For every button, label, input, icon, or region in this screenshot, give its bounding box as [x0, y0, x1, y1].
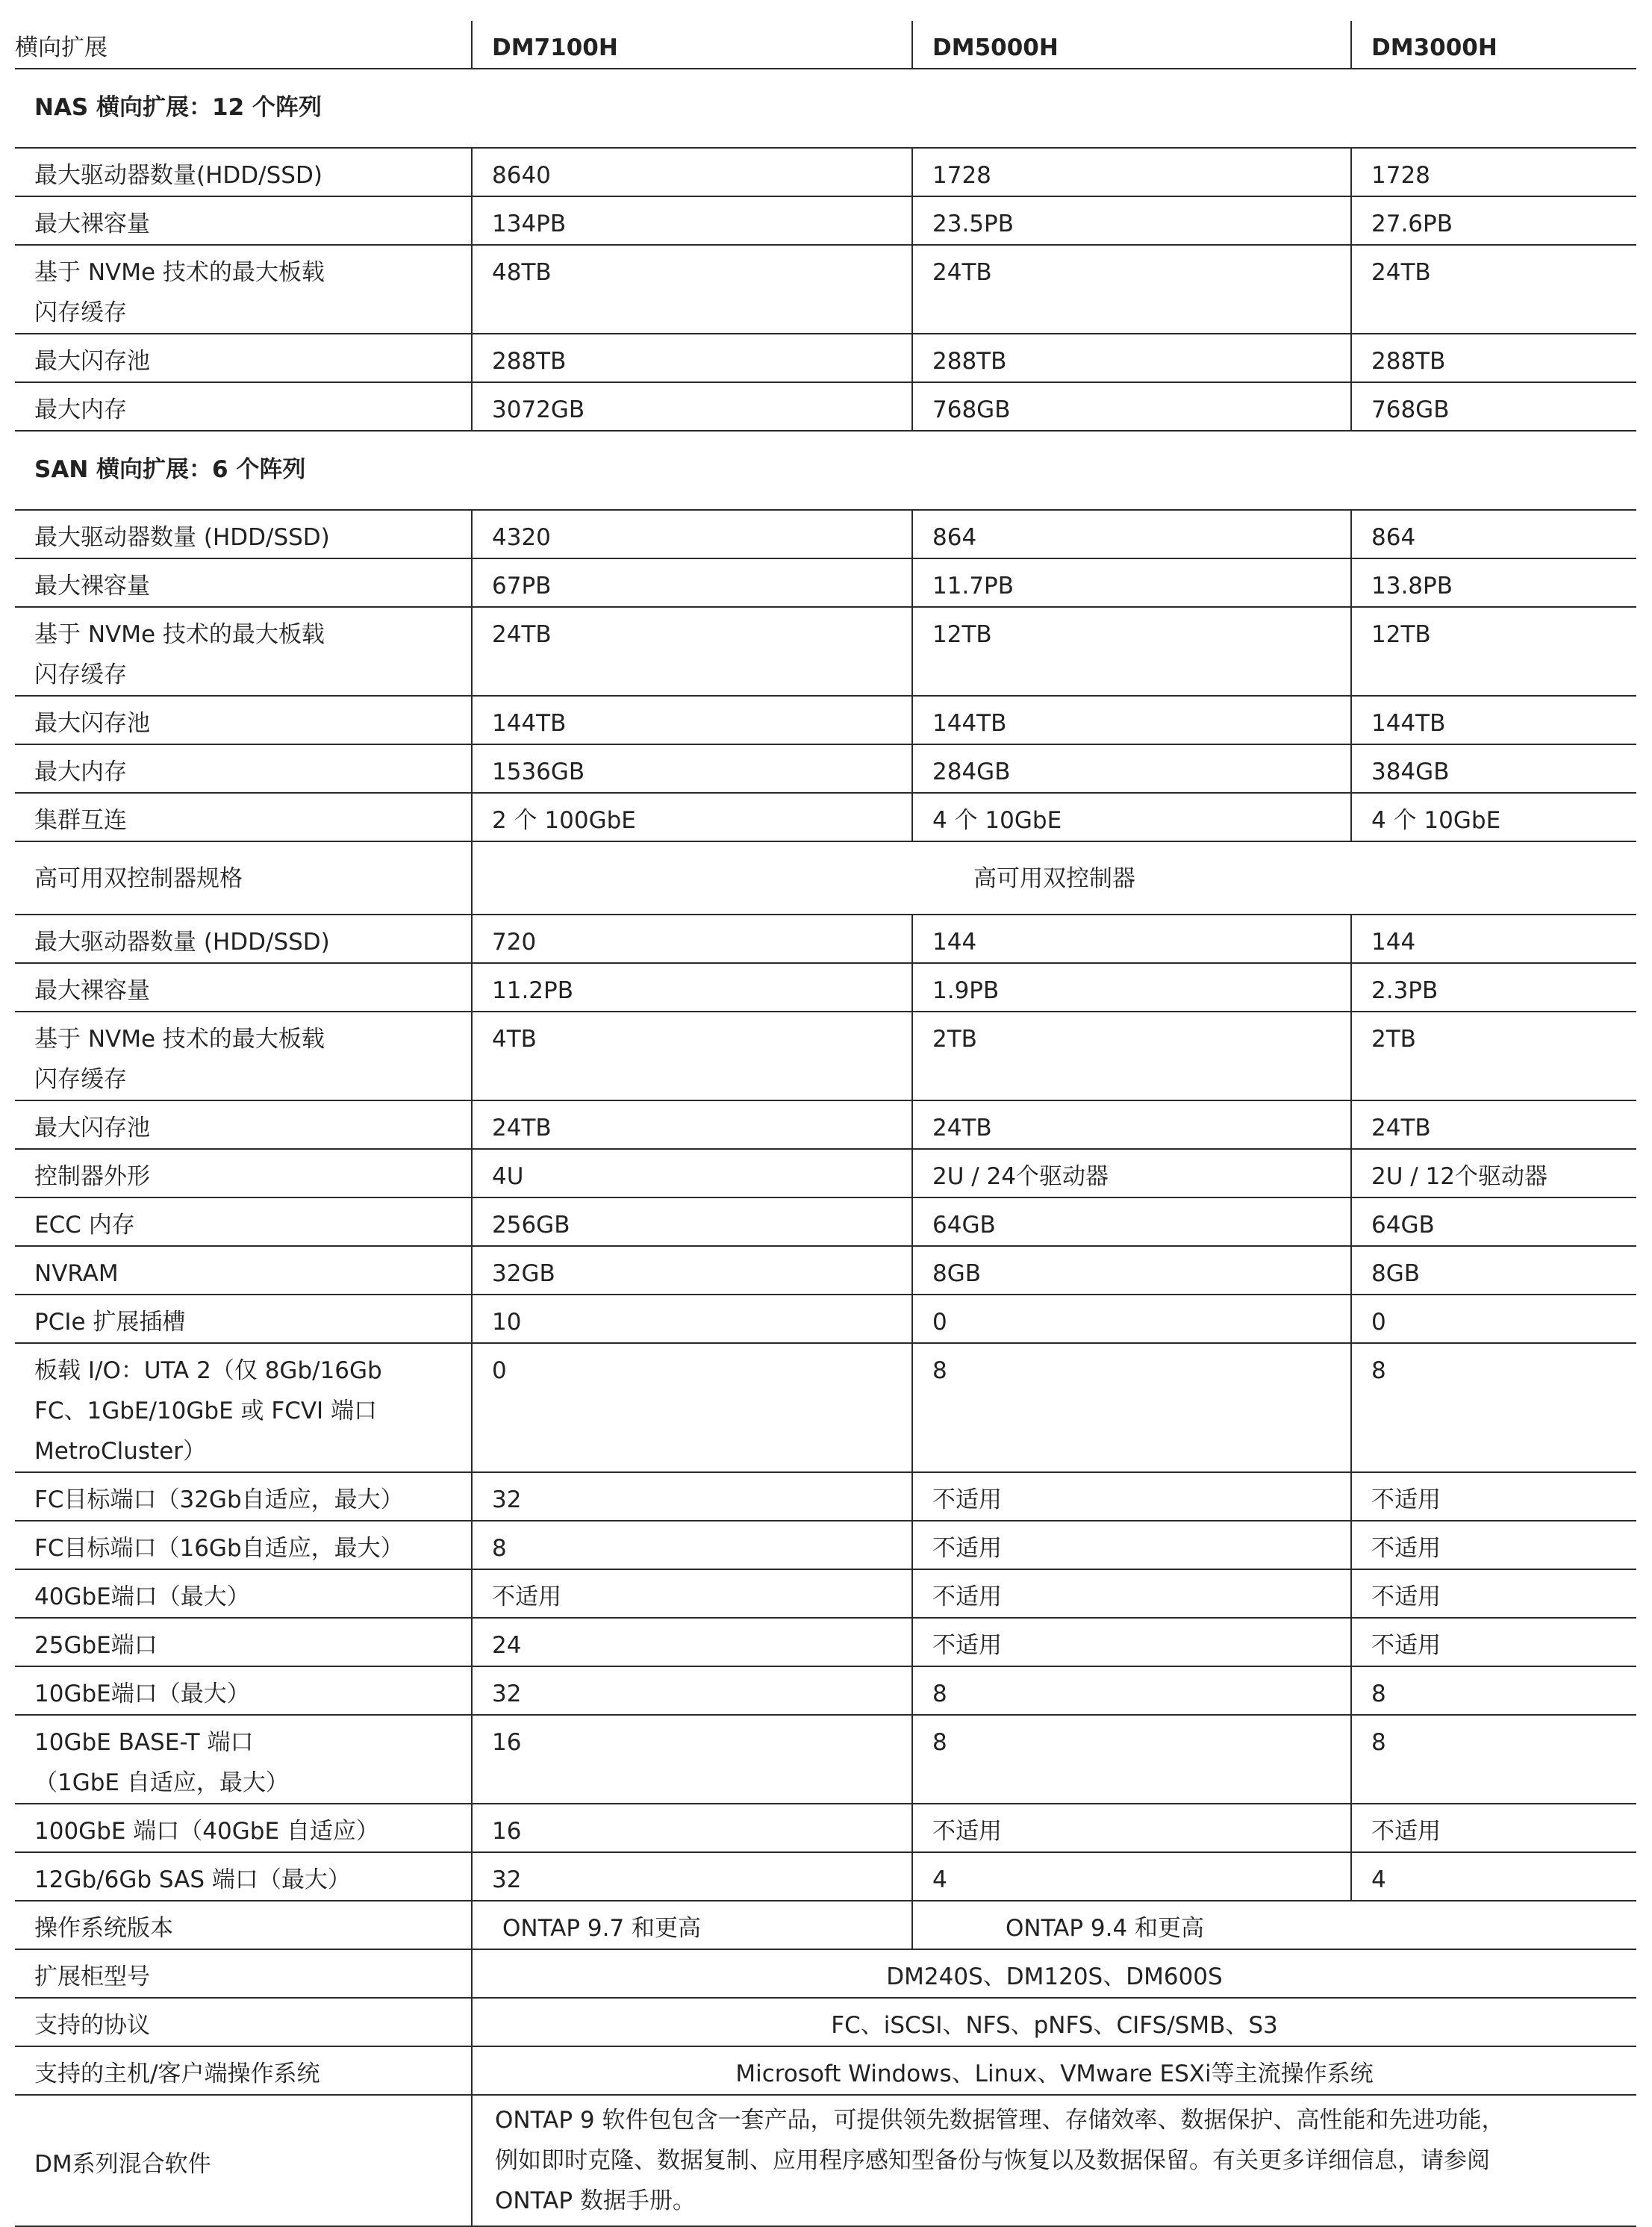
table-row: [15, 1521, 1636, 1569]
value-dm3000h: 8: [1351, 1343, 1636, 1472]
value-dm3000h: 不适用: [1351, 1804, 1636, 1852]
value-dm7100h: 67PB: [472, 558, 912, 607]
value-dm7100h: 32GB: [472, 1246, 912, 1295]
value-dm3000h: 64GB: [1351, 1197, 1636, 1246]
value-dm5000h: 不适用: [912, 1521, 1351, 1569]
spec-label: 支持的协议: [15, 1998, 472, 2046]
section-title: SAN 横向扩展：6 个阵列: [15, 431, 1636, 510]
value-dm5000h: 24TB: [912, 1100, 1351, 1149]
spec-label: 100GbE 端口（40GbE 自适应）: [15, 1804, 472, 1852]
value-dm7100h: 4TB: [472, 1012, 912, 1100]
spec-label: 集群互连: [15, 793, 472, 841]
value-dm3000h: 4 个 10GbE: [1351, 793, 1636, 841]
value-dm3000h: 8: [1351, 1715, 1636, 1804]
value-dm7100h: 1536GB: [472, 744, 912, 793]
value-dm5000h: 64GB: [912, 1197, 1351, 1246]
spec-label: FC目标端口（16Gb自适应，最大）: [15, 1521, 472, 1569]
table-row: [15, 1012, 1636, 1100]
value-dm5000h: 4: [912, 1852, 1351, 1901]
table-row: [15, 334, 1636, 382]
table-row: [15, 1569, 1636, 1618]
table-row: [15, 963, 1636, 1012]
value-dm7100h: 24: [472, 1618, 912, 1666]
spec-label: 10GbE BASE-T 端口 （1GbE 自适应，最大）: [15, 1715, 472, 1804]
value-dm7100h: 32: [472, 1472, 912, 1521]
table-row: [15, 744, 1636, 793]
value-dm3000h: 1728: [1351, 148, 1636, 196]
spec-label: NVRAM: [15, 1246, 472, 1295]
value-dm7100h: 11.2PB: [472, 963, 912, 1012]
value-dm3000h: 768GB: [1351, 382, 1636, 431]
value-dm5000h: 24TB: [912, 245, 1351, 334]
table-row: [15, 1852, 1636, 1901]
value-dm7100h: 144TB: [472, 696, 912, 744]
value-dm3000h: 24TB: [1351, 245, 1636, 334]
spec-label: 25GbE端口: [15, 1618, 472, 1666]
value-dm7100h: 4320: [472, 510, 912, 558]
table-row: [15, 1998, 1636, 2046]
value-dm5000h-dm3000h: ONTAP 9.4 和更高: [912, 1901, 1636, 1949]
spec-table: [15, 21, 1636, 2227]
spec-label: 最大裸容量: [15, 963, 472, 1012]
value-dm3000h: 2TB: [1351, 1012, 1636, 1100]
spec-label: 最大驱动器数量 (HDD/SSD): [15, 510, 472, 558]
value-dm5000h: 144TB: [912, 696, 1351, 744]
spec-label: PCIe 扩展插槽: [15, 1295, 472, 1343]
table-row: [15, 558, 1636, 607]
value-dm5000h: 284GB: [912, 744, 1351, 793]
value-dm7100h: 0: [472, 1343, 912, 1472]
value-dm5000h: 288TB: [912, 334, 1351, 382]
value-dm7100h: ONTAP 9.7 和更高: [472, 1901, 912, 1949]
section-value: 高可用双控制器: [472, 841, 1636, 915]
value-dm5000h: 8: [912, 1343, 1351, 1472]
value-dm5000h: 2TB: [912, 1012, 1351, 1100]
value-dm3000h: 13.8PB: [1351, 558, 1636, 607]
table-row: [15, 1246, 1636, 1295]
value-dm3000h: 不适用: [1351, 1521, 1636, 1569]
value-dm3000h: 24TB: [1351, 1100, 1636, 1149]
spec-label: 10GbE端口（最大）: [15, 1666, 472, 1715]
table-row: [15, 382, 1636, 431]
spec-label: FC目标端口（32Gb自适应，最大）: [15, 1472, 472, 1521]
value-dm7100h: 720: [472, 915, 912, 963]
value-dm3000h: 不适用: [1351, 1472, 1636, 1521]
spec-label: 操作系统版本: [15, 1901, 472, 1949]
spec-label: 40GbE端口（最大）: [15, 1569, 472, 1618]
value-dm3000h: 12TB: [1351, 607, 1636, 696]
spec-label: 最大内存: [15, 744, 472, 793]
table-row: [15, 2046, 1636, 2095]
spec-label: 12Gb/6Gb SAS 端口（最大）: [15, 1852, 472, 1901]
value-dm3000h: 384GB: [1351, 744, 1636, 793]
spec-label: 板载 I/O：UTA 2（仅 8Gb/16Gb FC、1GbE/10GbE 或 FCVI 端口 MetroCluster）: [15, 1343, 472, 1472]
value-dm7100h: 134PB: [472, 196, 912, 245]
value-dm3000h: 144TB: [1351, 696, 1636, 744]
table-row: [15, 915, 1636, 963]
value-dm3000h: 不适用: [1351, 1569, 1636, 1618]
table-row: [15, 1715, 1636, 1804]
value-dm5000h: 23.5PB: [912, 196, 1351, 245]
table-row: [15, 148, 1636, 196]
value-dm7100h: 32: [472, 1852, 912, 1901]
header-dm3000h: DM3000H: [1351, 21, 1636, 69]
spec-label: 基于 NVMe 技术的最大板载 闪存缓存: [15, 607, 472, 696]
value-dm3000h: 8GB: [1351, 1246, 1636, 1295]
value-dm7100h: 24TB: [472, 607, 912, 696]
value-dm5000h: 2U / 24个驱动器: [912, 1149, 1351, 1197]
value-dm3000h: 2U / 12个驱动器: [1351, 1149, 1636, 1197]
spec-label: 基于 NVMe 技术的最大板载 闪存缓存: [15, 1012, 472, 1100]
value-dm7100h: 10: [472, 1295, 912, 1343]
value-dm5000h: 12TB: [912, 607, 1351, 696]
value-dm7100h: 3072GB: [472, 382, 912, 431]
value-dm5000h: 8: [912, 1715, 1351, 1804]
table-row: [15, 793, 1636, 841]
value-dm3000h: 4: [1351, 1852, 1636, 1901]
value-dm5000h: 768GB: [912, 382, 1351, 431]
spec-label: 最大闪存池: [15, 334, 472, 382]
table-row: [15, 1666, 1636, 1715]
value-dm3000h: 144: [1351, 915, 1636, 963]
value-dm5000h: 不适用: [912, 1804, 1351, 1852]
table-row: [15, 196, 1636, 245]
value-dm5000h: 不适用: [912, 1569, 1351, 1618]
value-dm7100h: 2 个 100GbE: [472, 793, 912, 841]
table-row: [15, 510, 1636, 558]
spanning-value: FC、iSCSI、NFS、pNFS、CIFS/SMB、S3: [472, 1998, 1636, 2046]
value-dm5000h: 0: [912, 1295, 1351, 1343]
value-dm7100h: 24TB: [472, 1100, 912, 1149]
section-title-ha: [15, 841, 1636, 915]
table-row: [15, 1100, 1636, 1149]
table-row: [15, 1804, 1636, 1852]
header-row: [15, 21, 1636, 69]
value-dm5000h: 864: [912, 510, 1351, 558]
section-title-nas: [15, 69, 1636, 148]
section-title: NAS 横向扩展：12 个阵列: [15, 69, 1636, 148]
table-row: [15, 1949, 1636, 1998]
section-label: 高可用双控制器规格: [15, 841, 472, 915]
value-dm3000h: 288TB: [1351, 334, 1636, 382]
spec-label: 基于 NVMe 技术的最大板载 闪存缓存: [15, 245, 472, 334]
value-dm7100h: 288TB: [472, 334, 912, 382]
value-dm3000h: 不适用: [1351, 1618, 1636, 1666]
spec-label: 扩展柜型号: [15, 1949, 472, 1998]
value-dm5000h: 1.9PB: [912, 963, 1351, 1012]
section-title-san: [15, 431, 1636, 510]
spec-label: 最大裸容量: [15, 196, 472, 245]
value-dm7100h: 4U: [472, 1149, 912, 1197]
value-dm7100h: 8: [472, 1521, 912, 1569]
spec-label: 控制器外形: [15, 1149, 472, 1197]
spec-label: 最大闪存池: [15, 696, 472, 744]
value-dm5000h: 1728: [912, 148, 1351, 196]
value-dm7100h: 48TB: [472, 245, 912, 334]
software-description: ONTAP 9 软件包包含一套产品，可提供领先数据管理、存储效率、数据保护、高性能和先进功能， 例如即时克隆、数据复制、应用程序感知型备份与恢复以及数据保留。有关更多详细信息，请参阅 ONTAP 数据手册。: [472, 2095, 1636, 2226]
header-dm7100h: DM7100H: [472, 21, 912, 69]
spec-label: 最大驱动器数量 (HDD/SSD): [15, 915, 472, 963]
spanning-value: DM240S、DM120S、DM600S: [472, 1949, 1636, 1998]
value-dm3000h: 8: [1351, 1666, 1636, 1715]
table-row: [15, 245, 1636, 334]
value-dm5000h: 4 个 10GbE: [912, 793, 1351, 841]
spec-table-body: [15, 21, 1636, 2226]
software-row: [15, 2095, 1636, 2226]
value-dm5000h: 144: [912, 915, 1351, 963]
table-row: [15, 1472, 1636, 1521]
value-dm5000h: 8: [912, 1666, 1351, 1715]
value-dm5000h: 不适用: [912, 1472, 1351, 1521]
header-scale-out: 横向扩展: [15, 21, 472, 69]
value-dm7100h: 32: [472, 1666, 912, 1715]
value-dm7100h: 不适用: [472, 1569, 912, 1618]
value-dm3000h: 864: [1351, 510, 1636, 558]
value-dm7100h: 16: [472, 1715, 912, 1804]
spec-label: 最大内存: [15, 382, 472, 431]
value-dm7100h: 8640: [472, 148, 912, 196]
spec-label: DM系列混合软件: [15, 2095, 472, 2226]
value-dm3000h: 2.3PB: [1351, 963, 1636, 1012]
value-dm5000h: 11.7PB: [912, 558, 1351, 607]
spanning-value: Microsoft Windows、Linux、VMware ESXi等主流操作系统: [472, 2046, 1636, 2095]
table-row: [15, 1343, 1636, 1472]
value-dm7100h: 16: [472, 1804, 912, 1852]
table-row: [15, 1149, 1636, 1197]
value-dm3000h: 27.6PB: [1351, 196, 1636, 245]
table-row: [15, 1197, 1636, 1246]
table-row: [15, 607, 1636, 696]
header-dm5000h: DM5000H: [912, 21, 1351, 69]
spec-label: 支持的主机/客户端操作系统: [15, 2046, 472, 2095]
value-dm5000h: 不适用: [912, 1618, 1351, 1666]
spec-label: 最大闪存池: [15, 1100, 472, 1149]
table-row: [15, 1618, 1636, 1666]
spec-label: 最大驱动器数量(HDD/SSD): [15, 148, 472, 196]
spec-label: 最大裸容量: [15, 558, 472, 607]
table-row: [15, 696, 1636, 744]
table-row: [15, 1295, 1636, 1343]
spec-label: ECC 内存: [15, 1197, 472, 1246]
os-version-row: [15, 1901, 1636, 1949]
value-dm7100h: 256GB: [472, 1197, 912, 1246]
value-dm5000h: 8GB: [912, 1246, 1351, 1295]
value-dm3000h: 0: [1351, 1295, 1636, 1343]
